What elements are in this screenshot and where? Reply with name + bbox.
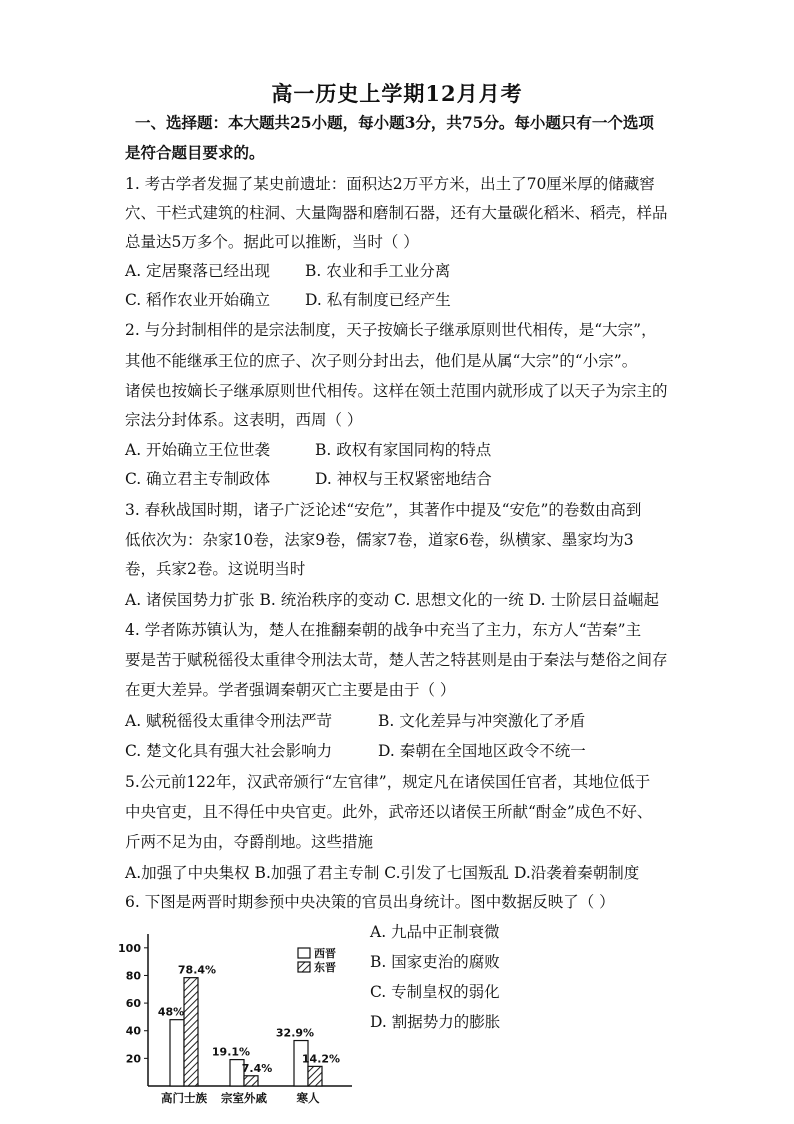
y-tick-label: 40 — [125, 1024, 141, 1038]
bar — [244, 1076, 258, 1086]
q3-line: 卷，兵家2卷。这说明当时 — [125, 560, 306, 578]
q2-line: 2. 与分封制相伴的是宗法制度，天子按嫡长子继承原则世代相传，是“大宗”， — [125, 321, 657, 339]
q4-option-b: B. 文化差异与冲突激化了矛盾 — [378, 712, 586, 730]
q6-option-d: D. 割据势力的膨胀 — [370, 1013, 501, 1031]
q1-line: 1. 考古学者发掘了某史前遗址：面积达2万平方米，出土了70厘米厚的储藏窖 — [125, 175, 655, 193]
q2-option-d: D. 神权与王权紧密地结合 — [315, 470, 492, 488]
q4-line: 要是苦于赋税徭役太重律令刑法太苛，楚人苦之特甚则是由于秦法与楚俗之间存 — [125, 651, 668, 669]
bar — [184, 978, 198, 1086]
category-label: 寒人 — [296, 1091, 320, 1105]
bar-chart — [112, 928, 362, 1118]
q1-line: 穴、干栏式建筑的柱洞、大量陶器和磨制石器，还有大量碳化稻米、稻壳，样品 — [125, 204, 668, 222]
q3-options: A. 诸侯国势力扩张 B. 统治秩序的变动 C. 思想文化的一统 D. 士阶层日益崛起 — [125, 591, 659, 609]
data-label: 7.4% — [241, 1061, 273, 1075]
bar — [170, 1020, 184, 1086]
q2-line: 诸侯也按嫡长子继承原则世代相传。这样在领土范围内就形成了以天子为宗主的 — [125, 382, 668, 400]
bar — [308, 1066, 322, 1086]
data-label: 78.4% — [177, 963, 217, 977]
legend-swatch — [298, 948, 310, 958]
legend-swatch — [298, 962, 310, 972]
q4-option-a: A. 赋税徭役太重律令刑法严苛 — [125, 712, 333, 730]
data-label: 48% — [157, 1005, 185, 1019]
q5-line: 5.公元前122年，汉武帝颁行“左官律”，规定凡在诸侯国任官者，其地位低于 — [125, 773, 651, 791]
data-label: 32.9% — [275, 1026, 315, 1040]
q2-line: 其他不能继承王位的庶子、次子则分封出去，他们是从属“大宗”的“小宗”。 — [125, 352, 638, 370]
y-tick-label: 100 — [118, 941, 141, 955]
y-tick-label: 80 — [125, 969, 141, 983]
category-label: 高门士族 — [161, 1091, 207, 1105]
section-heading-cont: 是符合题目要求的。 — [125, 143, 265, 162]
data-label: 14.2% — [301, 1052, 341, 1066]
q3-line: 3. 春秋战国时期，诸子广泛论述“安危”，其著作中提及“安危”的卷数由高到 — [125, 501, 642, 519]
section-heading: 一、选择题：本大题共25小题，每小题3分，共75分。每小题只有一个选项 — [135, 113, 654, 132]
q2-line: 宗法分封体系。这表明，西周（ ） — [125, 411, 363, 429]
q6-option-a: A. 九品中正制衰微 — [370, 923, 500, 941]
q1-option-d: D. 私有制度已经产生 — [305, 291, 451, 309]
legend-label: 西晋 — [314, 947, 336, 960]
y-tick-label: 20 — [125, 1052, 141, 1066]
y-tick-label: 60 — [125, 997, 141, 1011]
q1-option-a: A. 定居聚落已经出现 — [125, 262, 271, 280]
q1-option-c: C. 稻作农业开始确立 — [125, 291, 271, 309]
q5-options: A.加强了中央集权 B.加强了君主专制 C.引发了七国叛乱 D.沿袭着秦朝制度 — [125, 864, 640, 882]
q4-line: 在更大差异。学者强调秦朝灭亡主要是由于（ ） — [125, 681, 456, 699]
q4-line: 4. 学者陈苏镇认为，楚人在推翻秦朝的战争中充当了主力，东方人“苦秦”主 — [125, 621, 642, 639]
data-label: 19.1% — [211, 1045, 251, 1059]
q5-line: 斤两不足为由，夺爵削地。这些措施 — [125, 833, 374, 851]
category-label: 宗室外戚 — [221, 1091, 267, 1105]
q5-line: 中央官吏，且不得任中央官吏。此外，武帝还以诸侯王所献“酎金”成色不好、 — [125, 803, 653, 821]
q6-option-b: B. 国家吏治的腐败 — [370, 953, 500, 971]
q2-option-a: A. 开始确立王位世袭 — [125, 441, 271, 459]
page-title: 高一历史上学期12月月考 — [271, 81, 523, 106]
q6-stem: 6. 下图是两晋时期参预中央决策的官员出身统计。图中数据反映了（ ） — [125, 893, 615, 911]
q2-option-b: B. 政权有家国同构的特点 — [315, 441, 492, 459]
q3-line: 低依次为：杂家10卷，法家9卷，儒家7卷，道家6卷，纵横家、墨家均为3 — [125, 531, 634, 549]
q2-option-c: C. 确立君主专制政体 — [125, 470, 271, 488]
q1-option-b: B. 农业和手工业分离 — [305, 262, 451, 280]
legend-label: 东晋 — [314, 961, 336, 974]
q4-option-d: D. 秦朝在全国地区政令不统一 — [378, 742, 586, 760]
q1-line: 总量达5万多个。据此可以推断，当时（ ） — [125, 233, 419, 251]
q6-option-c: C. 专制皇权的弱化 — [370, 983, 500, 1001]
q4-option-c: C. 楚文化具有强大社会影响力 — [125, 742, 333, 760]
